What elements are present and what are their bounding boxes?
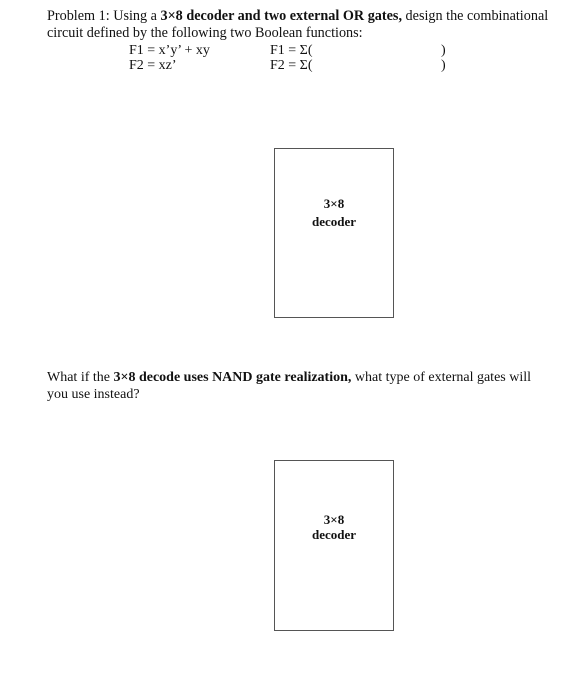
decoder-2-size-label: 3×8 (323, 512, 345, 527)
question2-prefix: What if the (47, 370, 114, 385)
problem-bold-text: 3×8 decoder and two external OR gates, (160, 8, 402, 24)
decoder-box-2 (274, 460, 394, 631)
f2-expression: F2 = xz’ (129, 58, 177, 73)
decoder-1-name-label: decoder (311, 214, 357, 229)
problem-prefix: Problem 1: Using a (47, 8, 161, 24)
f1-minterm-sum: F1 = Σ( (270, 43, 313, 58)
problem-suffix: design the combinational (402, 8, 549, 24)
f2-minterm-sum: F2 = Σ( (270, 58, 313, 73)
question2-line2: you use instead? (47, 387, 140, 402)
decoder-2-name-label: decoder (311, 527, 357, 542)
problem-statement-line2: circuit defined by the following two Boolean functions: (47, 25, 363, 41)
decoder-1-size-label: 3×8 (323, 196, 345, 211)
f1-close-paren: ) (441, 43, 446, 58)
problem-statement-line1 (47, 7, 548, 25)
question2-suffix: what type of external gates will (351, 370, 532, 385)
f2-close-paren: ) (441, 58, 446, 73)
question2-bold-text: 3×8 decode uses NAND gate realization, (113, 370, 352, 385)
decoder-box-1 (274, 148, 394, 318)
f1-expression: F1 = x’y’ + xy (129, 43, 210, 58)
